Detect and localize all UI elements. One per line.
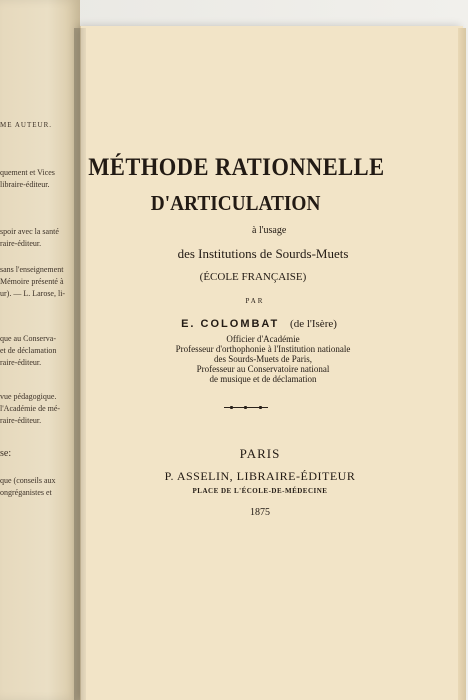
credential-line: de musique et de déclamation — [209, 374, 317, 384]
author-name: E. COLOMBAT — [181, 318, 280, 330]
left-page-line: l'Académie de mé- — [0, 404, 61, 413]
left-page-line: que au Conserva- — [0, 334, 56, 343]
credential-line: Professeur d'orthophonie à l'Institution nationale — [175, 344, 351, 354]
ecole-text: (ÉCOLE FRANÇAISE) — [199, 271, 307, 283]
ornament-divider — [224, 404, 268, 412]
left-page-line: se: — [0, 449, 12, 459]
credential-line: des Sourds-Muets de Paris, — [214, 354, 312, 364]
title-line-2: D'ARTICULATION — [150, 191, 321, 215]
credential-line: Professeur au Conservatoire national — [196, 364, 330, 374]
left-page-line: raire-éditeur. — [0, 239, 42, 248]
author-line — [0, 318, 468, 330]
left-page-line: quement et Vices — [0, 168, 55, 177]
left-page-line: raire-éditeur. — [0, 416, 42, 425]
publisher-text: P. ASSELIN, LIBRAIRE-ÉDITEUR — [164, 469, 356, 483]
par-text: PAR — [245, 297, 265, 305]
left-page-line: raire-éditeur. — [0, 358, 42, 367]
left-page-line: ongréganistes et — [0, 488, 52, 497]
address-text: PLACE DE L'ÉCOLE-DE-MÉDECINE — [192, 487, 328, 495]
city-text: PARIS — [239, 446, 281, 461]
left-page-line: et de déclamation — [0, 346, 57, 355]
left-page-line: ur). — L. Larose, li- — [0, 289, 66, 298]
left-page-line: spoir avec la santé — [0, 227, 59, 236]
year-text: 1875 — [250, 507, 270, 518]
institutions-text: des Institutions de Sourds-Muets — [177, 246, 349, 261]
left-page-line: vue pédagogique. — [0, 392, 57, 401]
author-origin: (de l'Isère) — [290, 318, 337, 330]
left-page-line: sans l'enseignement — [0, 265, 64, 274]
credential-line: Officier d'Académie — [226, 334, 300, 344]
left-page-line: Mémoire présenté à — [0, 277, 64, 286]
usage-text: à l'usage — [252, 225, 287, 236]
title-line-1: MÉTHODE RATIONNELLE — [88, 154, 385, 181]
left-page-line: que (conseils aux — [0, 476, 56, 485]
left-page-line: ME AUTEUR. — [0, 121, 52, 129]
left-page-line: libraire-éditeur. — [0, 180, 50, 189]
